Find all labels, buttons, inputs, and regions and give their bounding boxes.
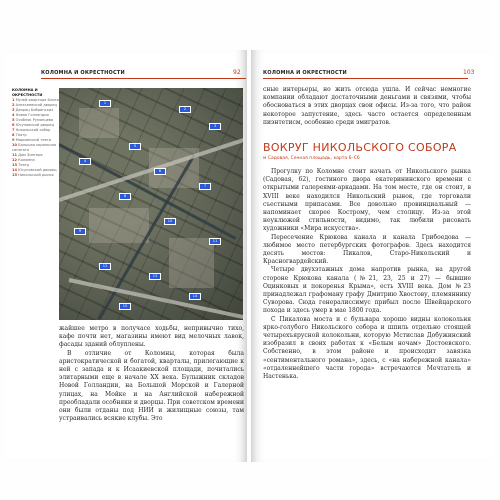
paragraph: жайшее метро в получасе ходьбы, непривычно тихо, кафе почти нет, магазины имеют вид мелочных лавок, фасады зданий облуплены. (59, 325, 244, 349)
map-marker: 8 (119, 193, 131, 200)
page-number-right: 103 (463, 69, 475, 76)
legend-item-number: 5 (12, 118, 15, 122)
legend-item-number: 2 (12, 103, 15, 107)
legend-item-number: 4 (12, 113, 15, 117)
map-marker: 4 (79, 158, 91, 165)
header-rule-left (41, 78, 246, 79)
map-marker: 1 (99, 100, 111, 107)
section-subheading: м Садовая, Сенная площадь, карта 6–C6 (263, 156, 360, 161)
road-line (69, 278, 243, 320)
legend-item-number: 10 (12, 143, 18, 147)
paragraph: В отличие от Коломны, которая была аристократической и богатой, кварталы, прилегающие к ней с запада и к Исаакиевской площади, почитались элитарными еще в начале XX века. Булыжник складов Новой Голландии, на Большой Морской и Галерной улицах, на Мойке и на Английской набережной преобладали особняки и дворцы. При советском времени они были отданы под НИИ и жилищные союзы, там устраивались всякие клубы. Это (59, 349, 244, 423)
legend-item (12, 173, 64, 178)
map-marker: 6 (154, 168, 166, 175)
page-number-left: 92 (233, 69, 241, 76)
map-marker: 2 (179, 106, 191, 113)
map-marker: 13 (149, 273, 161, 280)
legend-item-label: Юсуповский дворец (15, 123, 55, 127)
paragraph: Прогулку по Коломне стоит начать от Никольского рынка (Садовая, 62), гостиного двора екатерининского времени с открытыми галереями-аркадами. На том месте, где он стоит, в XVIII веке находился Никольский рынок, где торговали съестными припасами. Все довольно провинциальный — напоминает скорее Кострому, чем столицу. Из-за этой неуклюжей стильности, видимо, так любили рисовать художники «Мира искусства». (263, 168, 471, 233)
legend-item-number: 6 (12, 123, 15, 127)
aerial-map (59, 88, 243, 320)
legend-item-label: Дворец Бобринских (15, 108, 54, 112)
paragraph: Пересечение Крюкова канала и канала Грибоедова — любимое место петербургских фотографов. Здесь находится десять мостов: Пикалов, Старо-Никольский и Красногвардейский. (263, 233, 471, 266)
map-block (89, 208, 149, 243)
legend-item-number: 13 (12, 163, 18, 167)
legend-item-label: Театр (15, 133, 27, 137)
map-marker: 7 (199, 183, 211, 190)
running-head-right: КОЛОМНА И ОКРЕСТНОСТИ (263, 70, 347, 76)
paragraph: С Пикалова моста и с бульвара хорошо видны колокольня ярко-голубого Никольского собора и шпиль отдельно стоящей четырехъярусной колокольни, которую Мстислав Добужинский изобразил в своих работах к «Белым ночам» Достоевского. Собственно, в этом районе и происходит завязка «сентиментального романа», здесь, с «на набережной канала» «отдаленнейшего части города» встречаются Мечтатель и Настенька. (263, 315, 471, 381)
map-marker: 9 (74, 228, 86, 235)
right-body-text (263, 168, 471, 381)
legend-item-label: Большая хоральная синагога (12, 143, 56, 152)
legend-item-label: Коломна (18, 158, 35, 162)
map-marker: 11 (209, 238, 221, 245)
right-top-text (263, 86, 471, 127)
legend-item-label: Мариинский театр (15, 138, 52, 142)
paragraph: Четыре двухэтажных дома напротив рынка, на другой стороне Крюкова канала (№21, 23, 25 и 27) — бывшие Оцинковых и покоренья Крыма», есть XVIII века. Дом №23 принадлежал графоману графу Дмитрию Хвостову, племяннику Суворова. Сюда генералиссимус прибыл после Швейцарского похода и здесь умер в мае 1800 года. (263, 266, 471, 315)
map-marker: 10 (164, 218, 176, 225)
right-page (251, 50, 492, 462)
legend-item-label: Театр (18, 163, 30, 167)
map-marker: 12 (99, 263, 111, 270)
legend-item-label: Новая Голландия (15, 113, 49, 117)
map-marker: 15 (119, 303, 131, 310)
map-marker: 3 (209, 123, 221, 130)
legend-item-number: 1 (12, 98, 15, 102)
legend-item-number: 11 (12, 153, 18, 157)
map-block (79, 108, 119, 138)
legend-item-label: Никольский собор (15, 128, 51, 132)
legend-title: КОЛОМНА И ОКРЕСТНОСТИ (12, 88, 43, 97)
header-rule-right (263, 78, 468, 79)
section-heading: ВОКРУГ НИКОЛЬСКОГО СОБОРА (263, 141, 457, 154)
legend-item-number: 9 (12, 138, 15, 142)
legend-item (12, 143, 64, 153)
map-marker: 5 (129, 143, 141, 150)
left-page (6, 50, 247, 462)
legend-item-label: Алексеевский дворец (15, 103, 58, 107)
paragraph: сные интерьеры, но жить отсюда ушла. И сейчас немногие компании обладают достаточными деньгами и связями, чтобы обосноваться в этих дворцах свои офисы. Из-за того, что район некоторое запустение, здесь часто остается определенным пиэнтетисм, особенно среди эмигратов. (263, 86, 471, 126)
legend-item-label: Никольский рынок (18, 173, 54, 177)
legend-item-label: Юсуповский дворец (18, 168, 57, 172)
legend-item-number: 12 (12, 158, 18, 162)
legend-item-label: Дом Зингера (18, 153, 43, 157)
left-body-text (59, 325, 244, 423)
legend-item-number: 8 (12, 133, 15, 137)
legend-item-number: 7 (12, 128, 15, 132)
legend-item-number: 3 (12, 108, 15, 112)
legend-item-number: 14 (12, 168, 18, 172)
map-block (169, 238, 214, 288)
running-head-left: КОЛОМНА И ОКРЕСТНОСТИ (41, 70, 125, 76)
legend-list (12, 98, 64, 178)
map-legend (12, 88, 64, 178)
legend-item-label: Особняк Румянцева (15, 118, 54, 122)
map-marker: 14 (189, 293, 201, 300)
legend-item-label: Музей-квартира Блока (15, 98, 59, 102)
legend-item-number: 15 (12, 173, 18, 177)
